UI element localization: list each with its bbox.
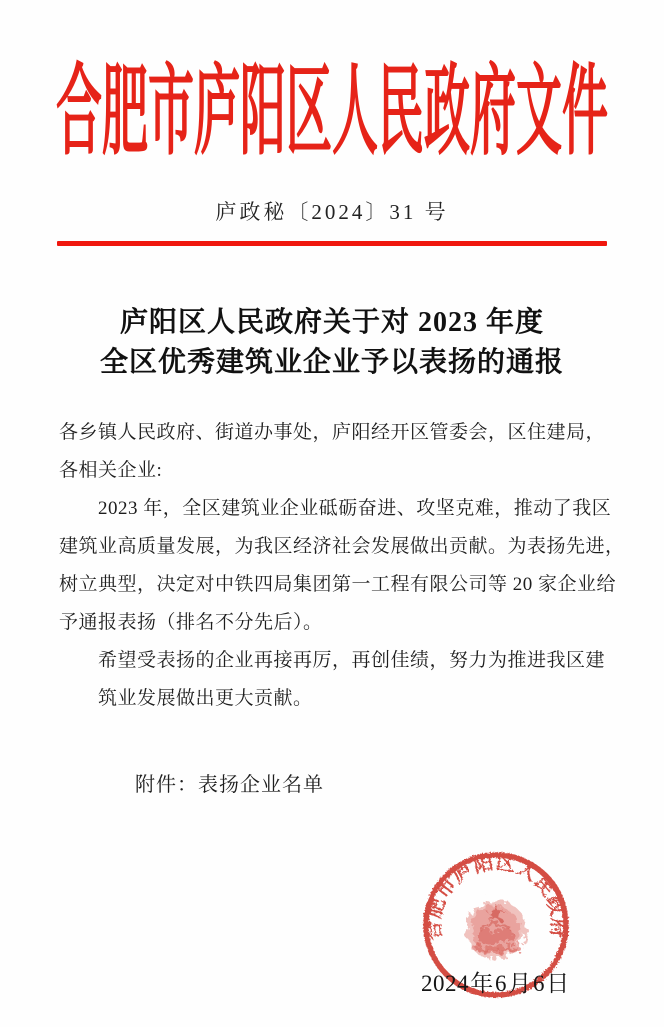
document-title-line2: 全区优秀建筑业企业予以表扬的通报 [99, 347, 564, 378]
red-letterhead-title: 合肥市庐阳区人民政府文件 [56, 56, 608, 167]
attachment-line: 附件：表扬企业名单 [135, 774, 324, 796]
document-body [59, 414, 625, 718]
document-number: 庐政秘〔2024〕31 号 [215, 200, 449, 224]
body-line: 予通报表扬（排名不分先后）。 [59, 612, 323, 633]
body-line: 2023 年，全区建筑业企业砥砺奋进、攻坚克难，推动了我区 [98, 498, 612, 519]
document-title [0, 303, 664, 383]
body-line: 希望受表扬的企业再接再厉，再创佳绩，努力为推进我区建 [98, 650, 606, 671]
body-line: 树立典型，决定对中铁四局集团第一工程有限公司等 20 家企业给 [59, 574, 617, 595]
body-line: 筑业发展做出更大贡献。 [98, 688, 313, 709]
body-line: 各相关企业: [59, 460, 163, 481]
body-line: 建筑业高质量发展，为我区经济社会发展做出贡献。为表扬先进， [59, 536, 625, 557]
body-line: 各乡镇人民政府、街道办事处，庐阳经开区管委会，区住建局， [59, 422, 606, 443]
document-date: 2024 年 6 月 6 日 [421, 971, 570, 996]
document-title-line1: 庐阳区人民政府关于对 2023 年度 [119, 307, 544, 338]
red-separator-rule [57, 241, 607, 246]
seal-text: 合肥市庐阳区人民政府 [423, 852, 569, 941]
national-emblem [466, 900, 526, 960]
